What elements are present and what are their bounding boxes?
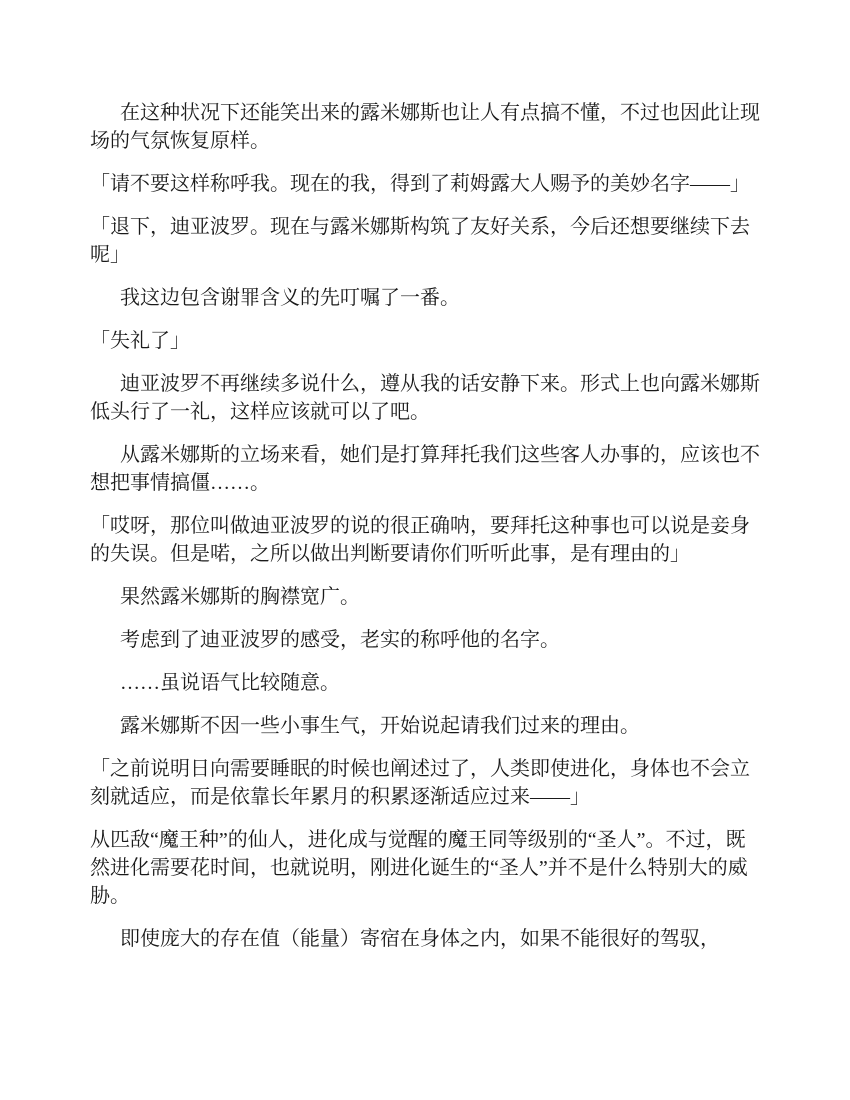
paragraph: 迪亚波罗不再继续多说什么，遵从我的话安静下来。形式上也向露米娜斯低头行了一礼，这样应该就可以了吧。 <box>90 373 760 423</box>
paragraph-dialogue: 「哎呀，那位叫做迪亚波罗的说的很正确呐，要拜托这种事也可以说是妾身的失误。但是喏，之所以做出判断要请你们听听此事，是有理由的」 <box>90 515 750 565</box>
paragraph: 从露米娜斯的立场来看，她们是打算拜托我们这些客人办事的，应该也不想把事情搞僵……。 <box>90 444 760 494</box>
paragraph: ……虽说语气比较随意。 <box>120 672 340 694</box>
paragraph: 考虑到了迪亚波罗的感受，老实的称呼他的名字。 <box>120 629 560 651</box>
paragraph: 从匹敌“魔王种”的仙人，进化成与觉醒的魔王同等级别的“圣人”。不过，既然进化需要花时间，也就说明，刚进化诞生的“圣人”并不是什么特别大的威胁。 <box>90 829 748 907</box>
paragraph: 我这边包含谢罪含义的先叮嘱了一番。 <box>120 287 460 309</box>
paragraph-dialogue: 「请不要这样称呼我。现在的我，得到了莉姆露大人赐予的美妙名字——」 <box>90 173 750 195</box>
paragraph: 在这种状况下还能笑出来的露米娜斯也让人有点搞不懂，不过也因此让现场的气氛恢复原样。 <box>90 102 760 152</box>
paragraph-dialogue: 「失礼了」 <box>90 330 190 352</box>
paragraph: 果然露米娜斯的胸襟宽广。 <box>120 586 360 608</box>
paragraph: 即使庞大的存在值（能量）寄宿在身体之内，如果不能很好的驾驭， <box>120 928 720 950</box>
paragraph: 露米娜斯不因一些小事生气，开始说起请我们过来的理由。 <box>120 715 640 737</box>
page-text <box>90 99 762 953</box>
paragraph-dialogue: 「之前说明日向需要睡眠的时候也阐述过了，人类即使进化，身体也不会立刻就适应，而是依靠长年累月的积累逐渐适应过来——」 <box>90 758 750 808</box>
paragraph-dialogue: 「退下，迪亚波罗。现在与露米娜斯构筑了友好关系，今后还想要继续下去呢」 <box>90 216 750 266</box>
